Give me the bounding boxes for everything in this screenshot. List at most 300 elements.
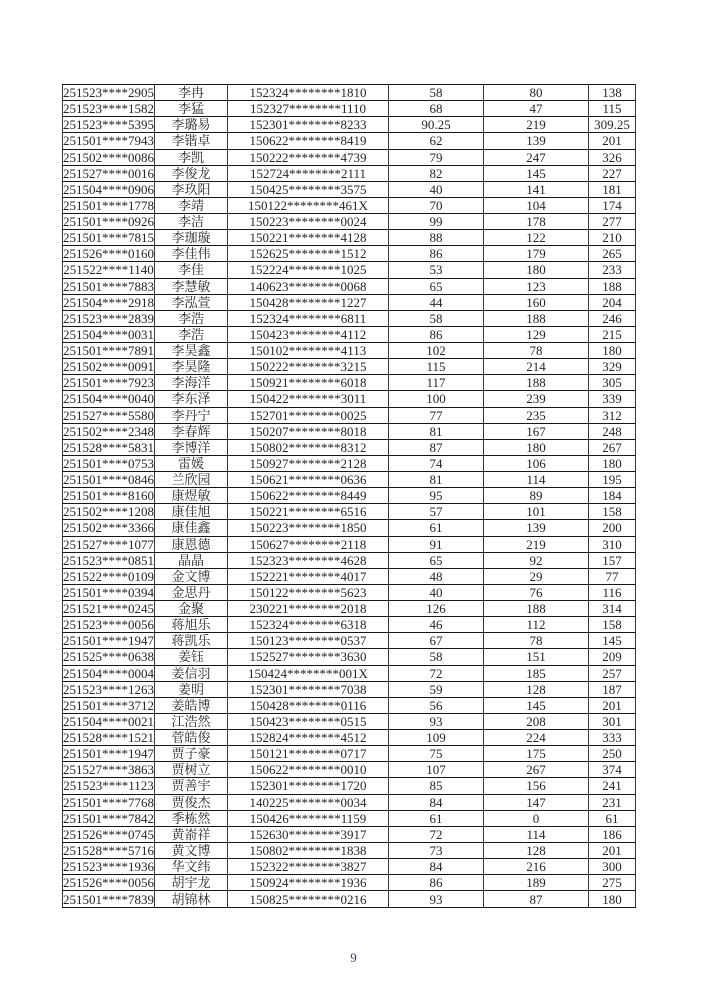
candidate-no-cell: 251501****7883: [63, 278, 154, 294]
total-score-cell: 310: [589, 536, 636, 552]
candidate-no-cell: 251528****1521: [63, 730, 154, 746]
table-row: [63, 520, 636, 536]
candidate-no-cell: 251523****0851: [63, 552, 154, 568]
total-score-cell: 188: [589, 278, 636, 294]
table-row: [63, 842, 636, 858]
table-row: [63, 391, 636, 407]
score-1-cell: 58: [389, 310, 484, 326]
table-row: [63, 552, 636, 568]
total-score-cell: 314: [589, 601, 636, 617]
name-cell: 李浩: [155, 326, 228, 342]
total-score-cell: 204: [589, 294, 636, 310]
score-2-cell: 188: [484, 310, 589, 326]
score-2-cell: 219: [484, 117, 589, 133]
candidate-no-cell: 251501****7842: [63, 810, 154, 826]
candidate-no-cell: 251523****1936: [63, 859, 154, 875]
candidate-no-cell: 251522****1140: [63, 262, 154, 278]
total-score-cell: 180: [589, 455, 636, 471]
candidate-no-cell: 251501****0926: [63, 214, 154, 230]
score-1-cell: 87: [389, 439, 484, 455]
total-score-cell: 329: [589, 359, 636, 375]
id-no-cell: 150802********8312: [228, 439, 389, 455]
table-row: [63, 294, 636, 310]
score-2-cell: 89: [484, 488, 589, 504]
name-cell: 李佳: [155, 262, 228, 278]
score-1-cell: 75: [389, 746, 484, 762]
name-cell: 蒋凯乐: [155, 633, 228, 649]
candidate-no-cell: 251501****1947: [63, 633, 154, 649]
candidate-no-cell: 251523****0056: [63, 617, 154, 633]
score-1-cell: 44: [389, 294, 484, 310]
id-no-cell: 150921********6018: [228, 375, 389, 391]
candidate-no-cell: 251504****0906: [63, 181, 154, 197]
table-row: [63, 649, 636, 665]
score-1-cell: 68: [389, 101, 484, 117]
total-score-cell: 257: [589, 665, 636, 681]
id-no-cell: 150622********8419: [228, 133, 389, 149]
id-no-cell: 152527********3630: [228, 649, 389, 665]
candidate-no-cell: 251527****0016: [63, 165, 154, 181]
total-score-cell: 174: [589, 197, 636, 213]
candidate-no-cell: 251504****0004: [63, 665, 154, 681]
score-2-cell: 224: [484, 730, 589, 746]
total-score-cell: 275: [589, 875, 636, 891]
score-table-section: [62, 84, 635, 908]
score-2-cell: 219: [484, 536, 589, 552]
score-2-cell: 128: [484, 681, 589, 697]
id-no-cell: 150426********1159: [228, 810, 389, 826]
total-score-cell: 184: [589, 488, 636, 504]
score-2-cell: 178: [484, 214, 589, 230]
score-1-cell: 74: [389, 455, 484, 471]
table-row: [63, 197, 636, 213]
score-2-cell: 29: [484, 568, 589, 584]
id-no-cell: 150223********0024: [228, 214, 389, 230]
score-2-cell: 139: [484, 133, 589, 149]
score-1-cell: 58: [389, 85, 484, 101]
id-no-cell: 150627********2118: [228, 536, 389, 552]
table-row: [63, 165, 636, 181]
candidate-no-cell: 251523****5395: [63, 117, 154, 133]
table-row: [63, 713, 636, 729]
score-1-cell: 109: [389, 730, 484, 746]
name-cell: 李博洋: [155, 439, 228, 455]
candidate-no-cell: 251501****7923: [63, 375, 154, 391]
name-cell: 江浩然: [155, 713, 228, 729]
total-score-cell: 250: [589, 746, 636, 762]
score-1-cell: 99: [389, 214, 484, 230]
score-2-cell: 112: [484, 617, 589, 633]
score-1-cell: 84: [389, 794, 484, 810]
score-2-cell: 185: [484, 665, 589, 681]
table-row: [63, 536, 636, 552]
table-row: [63, 601, 636, 617]
score-1-cell: 40: [389, 584, 484, 600]
id-no-cell: 150621********0636: [228, 472, 389, 488]
id-no-cell: 152301********7038: [228, 681, 389, 697]
score-2-cell: 139: [484, 520, 589, 536]
score-2-cell: 101: [484, 504, 589, 520]
score-1-cell: 57: [389, 504, 484, 520]
candidate-no-cell: 251501****0753: [63, 455, 154, 471]
table-row: [63, 149, 636, 165]
score-2-cell: 208: [484, 713, 589, 729]
name-cell: 贾树立: [155, 762, 228, 778]
score-2-cell: 179: [484, 246, 589, 262]
score-2-cell: 151: [484, 649, 589, 665]
id-no-cell: 150122********461X: [228, 197, 389, 213]
id-no-cell: 150102********4113: [228, 343, 389, 359]
name-cell: 李慧敏: [155, 278, 228, 294]
total-score-cell: 138: [589, 85, 636, 101]
name-cell: 贾俊杰: [155, 794, 228, 810]
score-1-cell: 117: [389, 375, 484, 391]
table-row: [63, 794, 636, 810]
total-score-cell: 326: [589, 149, 636, 165]
score-2-cell: 87: [484, 891, 589, 908]
score-2-cell: 0: [484, 810, 589, 826]
id-no-cell: 150428********0116: [228, 697, 389, 713]
id-no-cell: 150825********0216: [228, 891, 389, 908]
score-2-cell: 188: [484, 601, 589, 617]
table-row: [63, 875, 636, 891]
table-row: [63, 617, 636, 633]
candidate-no-cell: 251501****7839: [63, 891, 154, 907]
score-1-cell: 82: [389, 165, 484, 181]
table-row: [63, 310, 636, 326]
table-row: [63, 214, 636, 230]
name-cell: 康煜敏: [155, 488, 228, 504]
total-score-cell: 209: [589, 649, 636, 665]
name-cell: 李海洋: [155, 375, 228, 391]
score-1-cell: 91: [389, 536, 484, 552]
name-cell: 李玖阳: [155, 181, 228, 197]
candidate-no-cell: 251528****5831: [63, 439, 154, 455]
id-no-cell: 152322********3827: [228, 859, 389, 875]
score-1-cell: 79: [389, 149, 484, 165]
id-no-cell: 150223********1850: [228, 520, 389, 536]
candidate-no-cell: 251527****1077: [63, 536, 154, 552]
candidate-no-cell: 251521****0245: [63, 601, 154, 617]
candidate-no-cell: 251504****2918: [63, 294, 154, 310]
table-row: [63, 343, 636, 359]
score-1-cell: 86: [389, 875, 484, 891]
candidate-no-cell: 251501****7768: [63, 794, 154, 810]
score-1-cell: 81: [389, 423, 484, 439]
score-1-cell: 53: [389, 262, 484, 278]
score-1-cell: 102: [389, 343, 484, 359]
name-cell: 李洁: [155, 214, 228, 230]
name-cell: 李冉: [155, 85, 228, 101]
name-cell: 姜信羽: [155, 665, 228, 681]
id-no-cell: 152301********1720: [228, 778, 389, 794]
score-1-cell: 93: [389, 713, 484, 729]
score-2-cell: 145: [484, 165, 589, 181]
table-row: [63, 826, 636, 842]
candidate-no-cell: 251528****5716: [63, 842, 154, 858]
name-cell: 李昊隆: [155, 359, 228, 375]
total-score-cell: 312: [589, 407, 636, 423]
score-2-cell: 189: [484, 875, 589, 891]
score-1-cell: 72: [389, 665, 484, 681]
score-2-cell: 267: [484, 762, 589, 778]
name-cell: 康佳鑫: [155, 520, 228, 536]
total-score-cell: 61: [589, 810, 636, 826]
total-score-cell: 180: [589, 891, 636, 908]
score-1-cell: 56: [389, 697, 484, 713]
total-score-cell: 210: [589, 230, 636, 246]
score-1-cell: 126: [389, 601, 484, 617]
name-cell: 姜钰: [155, 649, 228, 665]
id-no-cell: 152630********3917: [228, 826, 389, 842]
id-no-cell: 150222********4739: [228, 149, 389, 165]
score-1-cell: 65: [389, 552, 484, 568]
total-score-cell: 241: [589, 778, 636, 794]
total-score-cell: 246: [589, 310, 636, 326]
table-row: [63, 359, 636, 375]
table-row: [63, 326, 636, 342]
total-score-cell: 227: [589, 165, 636, 181]
id-no-cell: 150622********8449: [228, 488, 389, 504]
score-2-cell: 123: [484, 278, 589, 294]
table-row: [63, 488, 636, 504]
total-score-cell: 115: [589, 101, 636, 117]
table-row: [63, 665, 636, 681]
table-row: [63, 455, 636, 471]
total-score-cell: 201: [589, 697, 636, 713]
score-2-cell: 47: [484, 101, 589, 117]
table-row: [63, 85, 636, 101]
total-score-cell: 195: [589, 472, 636, 488]
score-table-body: [63, 85, 636, 908]
score-1-cell: 88: [389, 230, 484, 246]
table-row: [63, 246, 636, 262]
score-1-cell: 115: [389, 359, 484, 375]
name-cell: 贾子豪: [155, 746, 228, 762]
id-no-cell: 150122********5623: [228, 584, 389, 600]
score-1-cell: 84: [389, 859, 484, 875]
id-no-cell: 152323********4628: [228, 552, 389, 568]
id-no-cell: 150927********2128: [228, 455, 389, 471]
total-score-cell: 158: [589, 617, 636, 633]
total-score-cell: 374: [589, 762, 636, 778]
name-cell: 李东泽: [155, 391, 228, 407]
table-row: [63, 859, 636, 875]
id-no-cell: 152327********1110: [228, 101, 389, 117]
name-cell: 李锴卓: [155, 133, 228, 149]
id-no-cell: 150422********3011: [228, 391, 389, 407]
table-row: [63, 278, 636, 294]
total-score-cell: 201: [589, 842, 636, 858]
total-score-cell: 200: [589, 520, 636, 536]
candidate-no-cell: 251502****2348: [63, 423, 154, 439]
total-score-cell: 201: [589, 133, 636, 149]
table-row: [63, 584, 636, 600]
table-row: [63, 697, 636, 713]
table-row: [63, 439, 636, 455]
name-cell: 李靖: [155, 197, 228, 213]
id-no-cell: 150924********1936: [228, 875, 389, 891]
id-no-cell: 150123********0537: [228, 633, 389, 649]
candidate-no-cell: 251504****0021: [63, 713, 154, 729]
total-score-cell: 267: [589, 439, 636, 455]
table-row: [63, 101, 636, 117]
name-cell: 贾善宇: [155, 778, 228, 794]
score-2-cell: 235: [484, 407, 589, 423]
candidate-no-cell: 251523****1123: [63, 778, 154, 794]
candidate-no-cell: 251527****5580: [63, 407, 154, 423]
id-no-cell: 152824********4512: [228, 730, 389, 746]
id-no-cell: 152625********1512: [228, 246, 389, 262]
score-1-cell: 48: [389, 568, 484, 584]
table-row: [63, 375, 636, 391]
table-row: [63, 778, 636, 794]
score-1-cell: 62: [389, 133, 484, 149]
total-score-cell: 215: [589, 326, 636, 342]
score-1-cell: 70: [389, 197, 484, 213]
candidate-no-cell: 251526****0160: [63, 246, 154, 262]
score-1-cell: 95: [389, 488, 484, 504]
candidate-no-cell: 251523****2905: [63, 85, 154, 101]
table-row: [63, 407, 636, 423]
total-score-cell: 77: [589, 568, 636, 584]
table-row: [63, 681, 636, 697]
name-cell: 李璐易: [155, 117, 228, 133]
id-no-cell: 152224********1025: [228, 262, 389, 278]
total-score-cell: 300: [589, 859, 636, 875]
id-no-cell: 150424********001X: [228, 665, 389, 681]
name-cell: 雷媛: [155, 455, 228, 471]
id-no-cell: 140623********0068: [228, 278, 389, 294]
name-cell: 李泓萱: [155, 294, 228, 310]
total-score-cell: 248: [589, 423, 636, 439]
table-row: [63, 181, 636, 197]
id-no-cell: 150802********1838: [228, 842, 389, 858]
score-1-cell: 77: [389, 407, 484, 423]
candidate-no-cell: 251523****2839: [63, 310, 154, 326]
total-score-cell: 186: [589, 826, 636, 842]
score-1-cell: 61: [389, 520, 484, 536]
id-no-cell: 152301********8233: [228, 117, 389, 133]
score-2-cell: 92: [484, 552, 589, 568]
candidate-no-cell: 251502****0091: [63, 359, 154, 375]
name-cell: 姜皓博: [155, 697, 228, 713]
id-no-cell: 150423********0515: [228, 713, 389, 729]
candidate-no-cell: 251501****3712: [63, 697, 154, 713]
score-2-cell: 160: [484, 294, 589, 310]
name-cell: 李猛: [155, 101, 228, 117]
name-cell: 金思丹: [155, 584, 228, 600]
id-no-cell: 152701********0025: [228, 407, 389, 423]
candidate-no-cell: 251526****0745: [63, 826, 154, 842]
name-cell: 金文博: [155, 568, 228, 584]
score-1-cell: 73: [389, 842, 484, 858]
total-score-cell: 187: [589, 681, 636, 697]
score-2-cell: 122: [484, 230, 589, 246]
score-table: [62, 84, 636, 908]
table-row: [63, 730, 636, 746]
id-no-cell: 152324********6318: [228, 617, 389, 633]
score-1-cell: 90.25: [389, 117, 484, 133]
id-no-cell: 150207********8018: [228, 423, 389, 439]
id-no-cell: 152221********4017: [228, 568, 389, 584]
candidate-no-cell: 251523****1263: [63, 681, 154, 697]
score-1-cell: 100: [389, 391, 484, 407]
score-2-cell: 114: [484, 826, 589, 842]
score-2-cell: 76: [484, 584, 589, 600]
candidate-no-cell: 251501****0394: [63, 584, 154, 600]
score-2-cell: 214: [484, 359, 589, 375]
name-cell: 黄文博: [155, 842, 228, 858]
name-cell: 兰欣园: [155, 472, 228, 488]
candidate-no-cell: 251501****7943: [63, 133, 154, 149]
name-cell: 康佳旭: [155, 504, 228, 520]
name-cell: 姜明: [155, 681, 228, 697]
score-2-cell: 147: [484, 794, 589, 810]
total-score-cell: 305: [589, 375, 636, 391]
candidate-no-cell: 251527****3863: [63, 762, 154, 778]
table-row: [63, 262, 636, 278]
id-no-cell: 230221********2018: [228, 601, 389, 617]
table-row: [63, 133, 636, 149]
score-2-cell: 175: [484, 746, 589, 762]
score-2-cell: 78: [484, 343, 589, 359]
score-2-cell: 156: [484, 778, 589, 794]
score-2-cell: 180: [484, 439, 589, 455]
candidate-no-cell: 251501****7815: [63, 230, 154, 246]
candidate-no-cell: 251501****1778: [63, 197, 154, 213]
total-score-cell: 301: [589, 713, 636, 729]
name-cell: 李丹宁: [155, 407, 228, 423]
score-2-cell: 128: [484, 842, 589, 858]
name-cell: 李俊龙: [155, 165, 228, 181]
name-cell: 晶晶: [155, 552, 228, 568]
total-score-cell: 231: [589, 794, 636, 810]
candidate-no-cell: 251504****0040: [63, 391, 154, 407]
score-2-cell: 129: [484, 326, 589, 342]
id-no-cell: 150222********3215: [228, 359, 389, 375]
id-no-cell: 152724********2111: [228, 165, 389, 181]
total-score-cell: 277: [589, 214, 636, 230]
total-score-cell: 145: [589, 633, 636, 649]
table-row: [63, 762, 636, 778]
total-score-cell: 181: [589, 181, 636, 197]
page-number: 9: [350, 950, 357, 965]
score-1-cell: 67: [389, 633, 484, 649]
id-no-cell: 150221********4128: [228, 230, 389, 246]
candidate-no-cell: 251501****0846: [63, 472, 154, 488]
id-no-cell: 152324********6811: [228, 310, 389, 326]
total-score-cell: 116: [589, 584, 636, 600]
score-2-cell: 106: [484, 455, 589, 471]
score-2-cell: 167: [484, 423, 589, 439]
candidate-no-cell: 251502****3366: [63, 520, 154, 536]
score-2-cell: 180: [484, 262, 589, 278]
id-no-cell: 150428********1227: [228, 294, 389, 310]
name-cell: 菅皓俊: [155, 730, 228, 746]
total-score-cell: 265: [589, 246, 636, 262]
id-no-cell: 140225********0034: [228, 794, 389, 810]
id-no-cell: 152324********1810: [228, 85, 389, 101]
id-no-cell: 150425********3575: [228, 181, 389, 197]
candidate-no-cell: 251502****0086: [63, 149, 154, 165]
candidate-no-cell: 251501****1947: [63, 746, 154, 762]
name-cell: 李浩: [155, 310, 228, 326]
name-cell: 康恩德: [155, 536, 228, 552]
score-2-cell: 239: [484, 391, 589, 407]
table-row: [63, 568, 636, 584]
total-score-cell: 333: [589, 730, 636, 746]
